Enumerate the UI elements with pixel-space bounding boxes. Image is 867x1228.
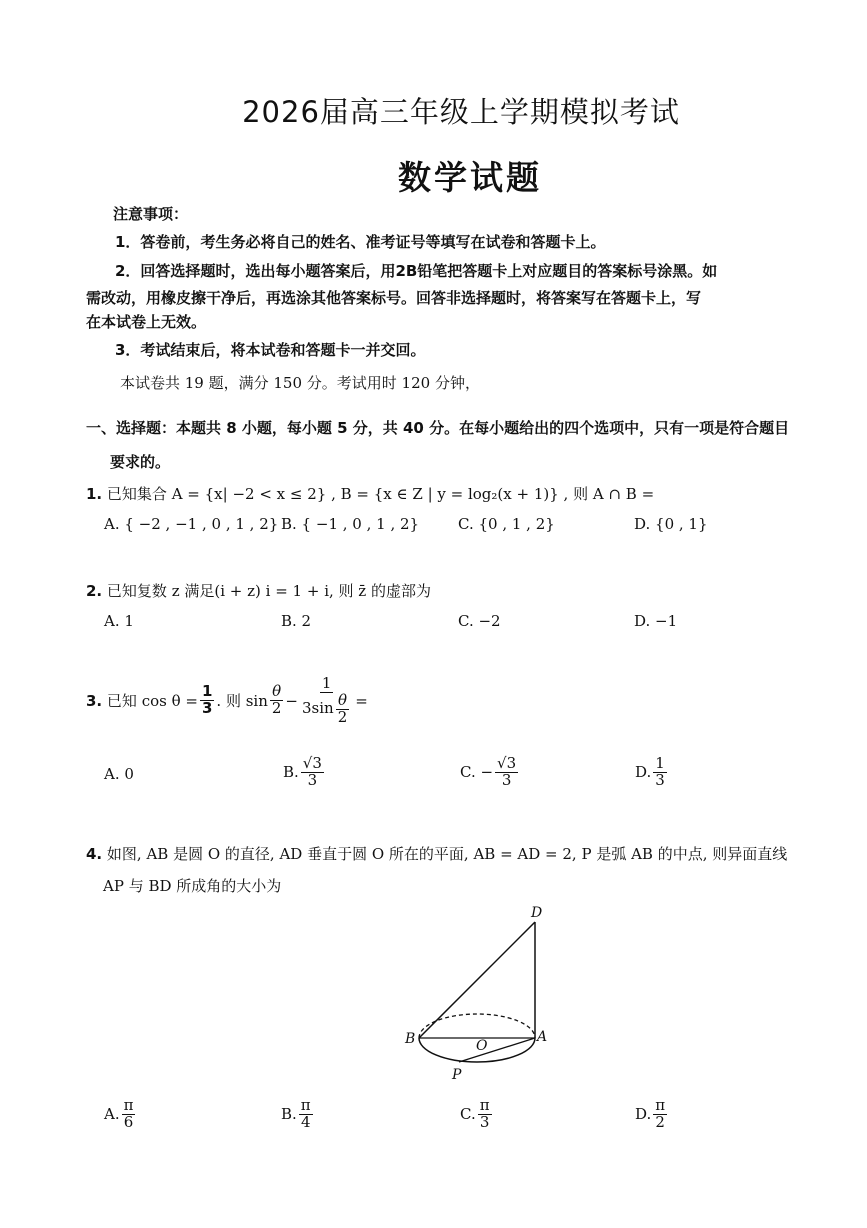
label-b: B (405, 1031, 416, 1047)
notes-heading: 注意事项： (113, 205, 189, 223)
question-text: 如图, AB 是圆 O 的直径, AD 垂直于圆 O 所在的平面, AB = AD = 2, P 是弧 AB 的中点, 则异面直线 (106, 845, 788, 863)
minus-sign: − (285, 691, 298, 710)
q2-option-d: D. −1 (634, 612, 678, 630)
fraction-denominator: 4 (300, 1112, 311, 1131)
option-letter: C. − (460, 763, 494, 782)
q2-option-a: A. 1 (104, 612, 134, 630)
fraction-denominator: 3 (479, 1112, 490, 1131)
q3-option-b (283, 756, 326, 789)
equals-sign: = (355, 691, 368, 710)
fraction-denominator: 3 (307, 770, 318, 789)
subject-title: 数学试题 (398, 158, 542, 197)
option-letter: B. (283, 763, 299, 782)
question-number: 4. (86, 845, 103, 863)
circle-back-arc (419, 1014, 535, 1038)
option-fraction (478, 1098, 492, 1131)
fraction-numerator: π (479, 1096, 490, 1114)
option-fraction (495, 756, 518, 789)
question-text: 已知复数 z 满足(i + z) i = 1 + i, 则 z̄ 的虚部为 (106, 582, 431, 600)
section-heading: 一、选择题：本题共 8 小题，每小题 5 分，共 40 分。在每小题给出的四个选项中，只有一项是符合题目 (86, 419, 790, 437)
fraction-numerator: √3 (302, 754, 322, 772)
q3-option-d (635, 756, 669, 789)
fraction-numerator: π (300, 1096, 311, 1114)
fraction-theta-half-inner (336, 690, 350, 726)
question-1-stem (86, 483, 654, 504)
fraction-reciprocal (300, 676, 353, 725)
question-4-stem (86, 843, 787, 864)
question-text-mid: . 则 sin (216, 692, 268, 711)
question-number: 2. (86, 582, 103, 600)
q1-option-d: D. {0 , 1} (634, 515, 708, 533)
denominator-prefix: 3sin (302, 699, 334, 718)
question-3-stem (86, 676, 368, 725)
fraction-numerator: θ (337, 690, 347, 709)
q4-option-a (104, 1098, 137, 1131)
fraction-one-third (200, 684, 214, 717)
option-letter: B. (281, 1105, 297, 1124)
question-2-stem (86, 580, 431, 601)
q1-option-a: A. { −2 , −1 , 0 , 1 , 2} (104, 515, 279, 533)
option-letter: D. (635, 1105, 652, 1124)
q4-option-d (635, 1098, 669, 1131)
geometry-figure (395, 900, 565, 1090)
q2-option-b: B. 2 (281, 612, 312, 630)
question-number: 3. (86, 691, 103, 710)
question-4-stem-cont: AP 与 BD 所成角的大小为 (103, 877, 282, 895)
fraction-numerator: 1 (201, 682, 213, 701)
option-fraction (299, 1098, 313, 1131)
label-d: D (531, 905, 543, 921)
question-number: 1. (86, 485, 103, 503)
notes-item-3: 3．考试结束后，将本试卷和答题卡一并交回。 (115, 341, 426, 359)
notes-item-2: 2．回答选择题时，选出每小题答案后，用2B铅笔把答题卡上对应题目的答案标号涂黑。如 (115, 262, 718, 280)
fraction-numerator: π (123, 1096, 134, 1114)
question-text-prefix: 已知 cos θ = (106, 692, 198, 711)
option-letter: A. (104, 1105, 120, 1124)
option-fraction (653, 1098, 667, 1131)
q1-option-c: C. {0 , 1 , 2} (458, 515, 555, 533)
option-fraction (653, 756, 667, 789)
option-fraction (122, 1098, 136, 1131)
fraction-theta-half (270, 684, 284, 717)
fraction-denominator: 3 (655, 770, 665, 789)
fraction-numerator: 1 (655, 754, 665, 772)
q3-option-a: A. 0 (104, 765, 134, 783)
option-fraction (301, 756, 324, 789)
label-p: P (452, 1067, 462, 1083)
fraction-denominator: 3 (501, 770, 512, 789)
fraction-denominator: 2 (271, 699, 282, 718)
notes-item-2-cont2: 在本试卷上无效。 (86, 313, 207, 331)
segment-ap (459, 1038, 535, 1062)
exam-summary: 本试卷共 19 题，满分 150 分。考试用时 120 分钟， (120, 374, 480, 392)
label-o: O (476, 1038, 488, 1054)
fraction-denominator: 6 (123, 1112, 134, 1131)
q3-option-c (460, 756, 520, 789)
notes-item-2-cont: 需改动，用橡皮擦干净后，再选涂其他答案标号。回答非选择题时，将答案写在答题卡上，写 (86, 289, 702, 307)
fraction-denominator: 2 (337, 707, 348, 726)
fraction-numerator: π (655, 1096, 666, 1114)
fraction-numerator: θ (272, 682, 282, 701)
fraction-denominator: 3 (201, 699, 213, 718)
label-a: A (537, 1029, 548, 1045)
question-text: 已知集合 A = {x| −2 < x ≤ 2} , B = {x ∈ Z | y = log₂(x + 1)} , 则 A ∩ B = (106, 485, 655, 503)
exam-title: 2026届高三年级上学期模拟考试 (242, 95, 680, 129)
notes-item-1: 1．答卷前，考生务必将自己的姓名、准考证号等填写在试卷和答题卡上。 (115, 233, 606, 251)
fraction-denominator (300, 690, 353, 726)
fraction-numerator: 1 (321, 674, 332, 692)
option-letter: C. (460, 1105, 476, 1124)
q4-option-c (460, 1098, 494, 1131)
section-heading-cont: 要求的。 (110, 453, 171, 471)
fraction-numerator: √3 (497, 754, 517, 772)
q4-option-b (281, 1098, 315, 1131)
q2-option-c: C. −2 (458, 612, 501, 630)
q1-option-b: B. { −1 , 0 , 1 , 2} (281, 515, 420, 533)
option-letter: D. (635, 763, 652, 782)
fraction-denominator: 2 (655, 1112, 665, 1131)
